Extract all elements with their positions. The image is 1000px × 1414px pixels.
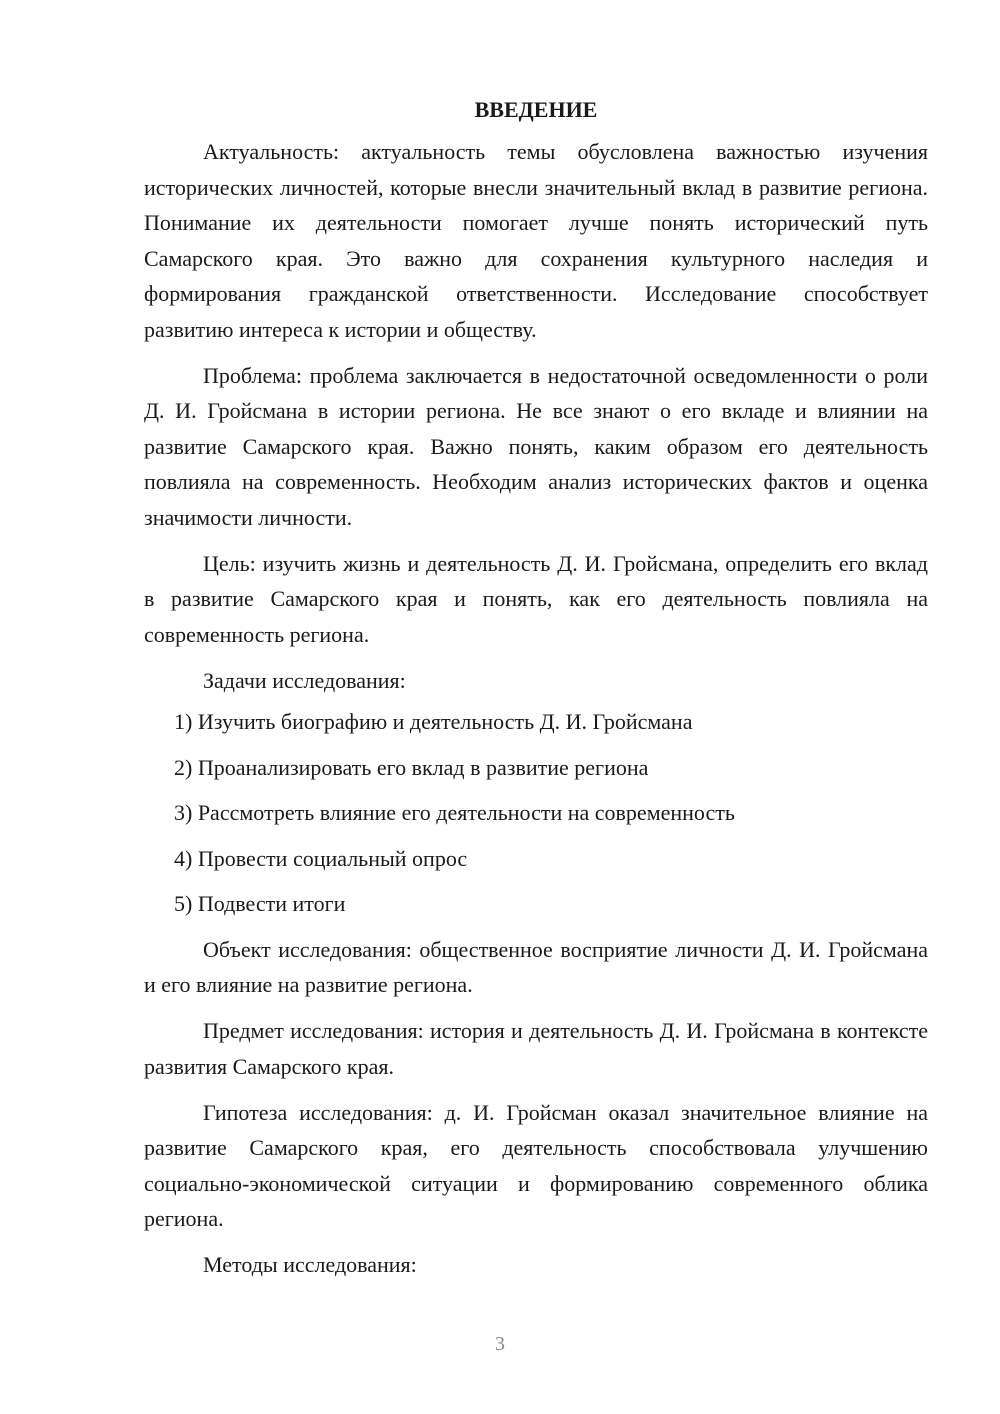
task-item: 4) Провести социальный опрос <box>174 845 468 871</box>
problem-paragraph: Проблема: проблема заключается в недостаточной осведомленности о роли Д. И. Гройсмана в истории региона. Не все знают о его вкладе и влиянии на развитие Самарского края. Важно понять, каким образом его деятельность повлияла на современность. Необходим анализ исторических фактов и оценка значимости личности. <box>144 362 928 530</box>
methods-paragraph: Методы исследования: <box>203 1252 417 1277</box>
page-number: 3 <box>495 1333 505 1355</box>
section-heading: ВВЕДЕНИЕ <box>474 97 598 122</box>
goal-paragraph: Цель: изучить жизнь и деятельность Д. И. Гройсмана, определить его вклад в развитие Самарского края и понять, как его деятельность повлияла на современность региона. <box>144 550 928 647</box>
document-page <box>144 92 928 1293</box>
relevance-paragraph: Актуальность: актуальность темы обусловлена важностью изучения исторических личностей, которые внесли значительный вклад в развитие региона. Понимание их деятельности помогает лучше понять исторический путь Самарского края. Это важно для сохранения культурного наследия и формирования гражданской ответственности. Исследование способствует развитию интереса к истории и обществу. <box>144 139 928 342</box>
subject-paragraph: Предмет исследования: история и деятельность Д. И. Гройсмана в контексте развития Самарского края. <box>144 1018 928 1079</box>
hypothesis-paragraph: Гипотеза исследования: д. И. Гройсман оказал значительное влияние на развитие Самарского края, его деятельность способствовала улучшению социально-экономической ситуации и формированию современного облика региона. <box>144 1099 928 1231</box>
task-item: 2) Проанализировать его вклад в развитие региона <box>174 754 649 780</box>
task-item: 3) Рассмотреть влияние его деятельности на современность <box>174 800 735 825</box>
task-item: 1) Изучить биографию и деятельность Д. И. Гройсмана <box>174 709 693 734</box>
tasks-list <box>144 704 928 922</box>
task-item: 5) Подвести итоги <box>174 891 346 916</box>
tasks-title: Задачи исследования: <box>203 667 406 693</box>
object-paragraph: Объект исследования: общественное восприятие личности Д. И. Гройсмана и его влияние на развитие региона. <box>144 936 928 997</box>
